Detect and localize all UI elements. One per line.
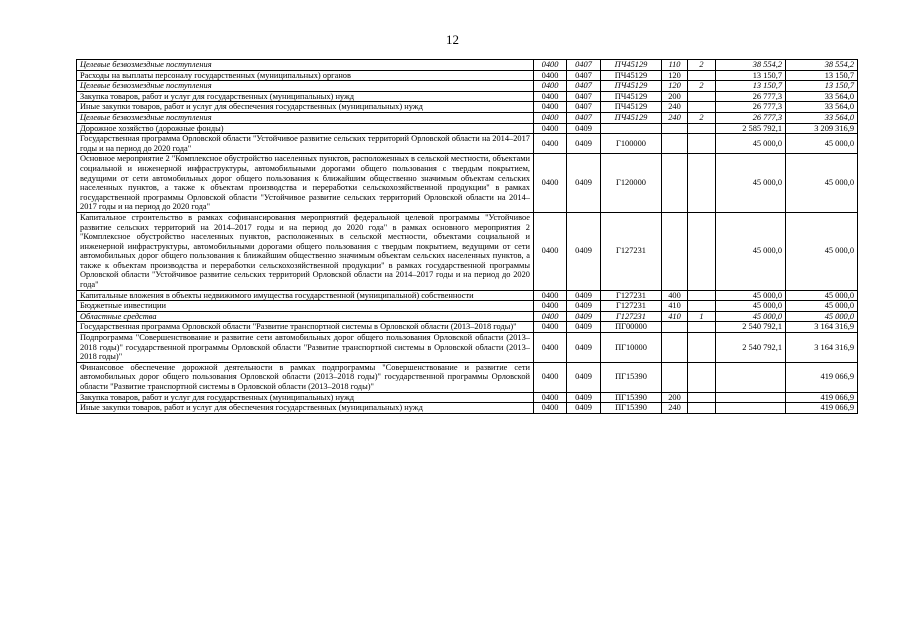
- amount-year-2-cell: 3 164 316,9: [786, 333, 858, 363]
- expense-name-cell: Основное мероприятие 2 "Комплексное обустройство населенных пунктов, расположенных в сельской местности, объектами социальной и инженерной инфраструктуры, автомобильными дорогами общего пользования с твердым покрытием, ведущими от сети автомобильных дорог общего пользования к ближайшим общественно значимым объектам сельских населенных пунктов, а также к объектам производства и переработки сельскохозяйственной продукции" в рамках государственной программы Орловской области "Устойчивое развитие сельских территорий Орловской области на 2014–2017 годы и на период до 2020 года": [77, 154, 534, 213]
- expense-type-cell: 120: [662, 70, 688, 81]
- expense-name-cell: Государственная программа Орловской области "Устойчивое развитие сельских территорий Орловской области на 2014–2017 годы и на период до 2020 года": [77, 134, 534, 154]
- funding-source-cell: [688, 362, 716, 392]
- subsection-code-cell: 0409: [567, 392, 601, 403]
- section-code-cell: 0400: [534, 212, 567, 290]
- subsection-code-cell: 0409: [567, 403, 601, 414]
- amount-year-1-cell: 38 554,2: [716, 60, 786, 71]
- expense-type-cell: 120: [662, 81, 688, 92]
- funding-source-cell: [688, 392, 716, 403]
- expense-type-cell: [662, 322, 688, 333]
- amount-year-2-cell: 419 066,9: [786, 392, 858, 403]
- target-article-cell: ПЧ45129: [601, 60, 662, 71]
- section-code-cell: 0400: [534, 123, 567, 134]
- section-code-cell: 0400: [534, 403, 567, 414]
- amount-year-2-cell: 419 066,9: [786, 403, 858, 414]
- expense-type-cell: 240: [662, 403, 688, 414]
- subsection-code-cell: 0407: [567, 112, 601, 123]
- budget-table: [76, 59, 858, 414]
- expense-name-cell: Государственная программа Орловской области "Развитие транспортной системы в Орловской области (2013–2018 годы)": [77, 322, 534, 333]
- amount-year-2-cell: 45 000,0: [786, 212, 858, 290]
- expense-name-cell: Целевые безвозмездные поступления: [77, 112, 534, 123]
- section-code-cell: 0400: [534, 311, 567, 322]
- amount-year-2-cell: 45 000,0: [786, 290, 858, 301]
- amount-year-1-cell: 2 540 792,1: [716, 333, 786, 363]
- expense-type-cell: [662, 212, 688, 290]
- target-article-cell: ПЧ45129: [601, 102, 662, 113]
- section-code-cell: 0400: [534, 301, 567, 312]
- target-article-cell: ПГ15390: [601, 403, 662, 414]
- table-row: [77, 403, 858, 414]
- table-row: [77, 70, 858, 81]
- subsection-code-cell: 0409: [567, 311, 601, 322]
- funding-source-cell: [688, 123, 716, 134]
- subsection-code-cell: 0409: [567, 333, 601, 363]
- amount-year-2-cell: 45 000,0: [786, 154, 858, 213]
- funding-source-cell: [688, 333, 716, 363]
- table-row: [77, 102, 858, 113]
- funding-source-cell: [688, 290, 716, 301]
- expense-type-cell: 240: [662, 112, 688, 123]
- amount-year-2-cell: 3 209 316,9: [786, 123, 858, 134]
- section-code-cell: 0400: [534, 322, 567, 333]
- target-article-cell: Г100000: [601, 134, 662, 154]
- table-row: [77, 392, 858, 403]
- table-row: [77, 112, 858, 123]
- amount-year-1-cell: 13 150,7: [716, 70, 786, 81]
- target-article-cell: Г127231: [601, 311, 662, 322]
- expense-type-cell: 410: [662, 311, 688, 322]
- subsection-code-cell: 0409: [567, 212, 601, 290]
- amount-year-1-cell: 26 777,3: [716, 102, 786, 113]
- subsection-code-cell: 0407: [567, 91, 601, 102]
- section-code-cell: 0400: [534, 70, 567, 81]
- amount-year-1-cell: 2 540 792,1: [716, 322, 786, 333]
- subsection-code-cell: 0409: [567, 123, 601, 134]
- target-article-cell: ПЧ45129: [601, 112, 662, 123]
- amount-year-2-cell: 45 000,0: [786, 134, 858, 154]
- table-row: [77, 81, 858, 92]
- table-row: [77, 333, 858, 363]
- amount-year-1-cell: 26 777,3: [716, 112, 786, 123]
- expense-type-cell: 410: [662, 301, 688, 312]
- table-row: [77, 134, 858, 154]
- amount-year-2-cell: 38 554,2: [786, 60, 858, 71]
- expense-name-cell: Иные закупки товаров, работ и услуг для обеспечения государственных (муниципальных) нужд: [77, 403, 534, 414]
- section-code-cell: 0400: [534, 81, 567, 92]
- section-code-cell: 0400: [534, 333, 567, 363]
- expense-type-cell: 110: [662, 60, 688, 71]
- amount-year-1-cell: 45 000,0: [716, 290, 786, 301]
- amount-year-2-cell: 419 066,9: [786, 362, 858, 392]
- subsection-code-cell: 0409: [567, 290, 601, 301]
- subsection-code-cell: 0409: [567, 154, 601, 213]
- amount-year-2-cell: 33 564,0: [786, 102, 858, 113]
- expense-type-cell: [662, 362, 688, 392]
- subsection-code-cell: 0409: [567, 322, 601, 333]
- target-article-cell: ПГ10000: [601, 333, 662, 363]
- table-row: [77, 91, 858, 102]
- amount-year-1-cell: 45 000,0: [716, 311, 786, 322]
- expense-name-cell: Расходы на выплаты персоналу государственных (муниципальных) органов: [77, 70, 534, 81]
- table-row: [77, 322, 858, 333]
- target-article-cell: ПЧ45129: [601, 91, 662, 102]
- section-code-cell: 0400: [534, 392, 567, 403]
- amount-year-1-cell: [716, 362, 786, 392]
- section-code-cell: 0400: [534, 154, 567, 213]
- table-row: [77, 60, 858, 71]
- section-code-cell: 0400: [534, 112, 567, 123]
- section-code-cell: 0400: [534, 91, 567, 102]
- target-article-cell: Г127231: [601, 290, 662, 301]
- expense-name-cell: Иные закупки товаров, работ и услуг для обеспечения государственных (муниципальных) нужд: [77, 102, 534, 113]
- section-code-cell: 0400: [534, 102, 567, 113]
- expense-name-cell: Капитальное строительство в рамках софинансирования мероприятий федеральной целевой программы "Устойчивое развитие сельских территорий на 2014–2017 годы и на период до 2020 года" в рамках основного мероприятия 2 "Комплексное обустройство населенных пунктов, расположенных в сельской местности, объектами социальной и инженерной инфраструктуры, автомобильными дорогами общего пользования с твердым покрытием, ведущими от сети автомобильных дорог общего пользования к ближайшим общественно значимым объектам сельских населенных пунктов, а также к объектам производства и переработки сельскохозяйственной продукции" в рамках государственной программы Орловской области "Устойчивое развитие сельских территорий Орловской области на 2014–2017 годы и на период до 2020 года": [77, 212, 534, 290]
- funding-source-cell: [688, 91, 716, 102]
- funding-source-cell: 2: [688, 112, 716, 123]
- expense-type-cell: 240: [662, 102, 688, 113]
- amount-year-2-cell: 45 000,0: [786, 301, 858, 312]
- subsection-code-cell: 0407: [567, 60, 601, 71]
- funding-source-cell: 1: [688, 311, 716, 322]
- subsection-code-cell: 0407: [567, 81, 601, 92]
- amount-year-2-cell: 13 150,7: [786, 70, 858, 81]
- funding-source-cell: 2: [688, 60, 716, 71]
- funding-source-cell: [688, 322, 716, 333]
- expense-name-cell: Закупка товаров, работ и услуг для государственных (муниципальных) нужд: [77, 392, 534, 403]
- target-article-cell: ПГ15390: [601, 362, 662, 392]
- table-row: [77, 311, 858, 322]
- amount-year-1-cell: 45 000,0: [716, 134, 786, 154]
- table-row: [77, 212, 858, 290]
- amount-year-2-cell: 3 164 316,9: [786, 322, 858, 333]
- amount-year-2-cell: 45 000,0: [786, 311, 858, 322]
- table-row: [77, 301, 858, 312]
- amount-year-1-cell: 13 150,7: [716, 81, 786, 92]
- amount-year-1-cell: 2 585 792,1: [716, 123, 786, 134]
- expense-name-cell: Финансовое обеспечение дорожной деятельности в рамках подпрограммы "Совершенствование и развитие сети автомобильных дорог общего пользования Орловской области (2013–2018 годы)" государственной программы Орловской области "Развитие транспортной системы в Орловской области (2013–2018 годы)": [77, 362, 534, 392]
- funding-source-cell: [688, 154, 716, 213]
- funding-source-cell: [688, 102, 716, 113]
- amount-year-1-cell: [716, 392, 786, 403]
- subsection-code-cell: 0409: [567, 134, 601, 154]
- target-article-cell: ПГ00000: [601, 322, 662, 333]
- section-code-cell: 0400: [534, 362, 567, 392]
- amount-year-1-cell: 45 000,0: [716, 212, 786, 290]
- target-article-cell: ПЧ45129: [601, 81, 662, 92]
- funding-source-cell: [688, 301, 716, 312]
- amount-year-1-cell: 45 000,0: [716, 301, 786, 312]
- expense-name-cell: Бюджетные инвестиции: [77, 301, 534, 312]
- section-code-cell: 0400: [534, 134, 567, 154]
- subsection-code-cell: 0409: [567, 362, 601, 392]
- amount-year-2-cell: 13 150,7: [786, 81, 858, 92]
- expense-name-cell: Дорожное хозяйство (дорожные фонды): [77, 123, 534, 134]
- table-row: [77, 154, 858, 213]
- page-number: 12: [446, 32, 459, 47]
- funding-source-cell: [688, 70, 716, 81]
- target-article-cell: Г127231: [601, 301, 662, 312]
- expense-type-cell: [662, 333, 688, 363]
- section-code-cell: 0400: [534, 290, 567, 301]
- subsection-code-cell: 0409: [567, 301, 601, 312]
- expense-type-cell: [662, 134, 688, 154]
- expense-type-cell: 200: [662, 392, 688, 403]
- amount-year-2-cell: 33 564,0: [786, 112, 858, 123]
- expense-type-cell: 200: [662, 91, 688, 102]
- funding-source-cell: [688, 403, 716, 414]
- funding-source-cell: 2: [688, 81, 716, 92]
- funding-source-cell: [688, 134, 716, 154]
- expense-type-cell: 400: [662, 290, 688, 301]
- funding-source-cell: [688, 212, 716, 290]
- expense-type-cell: [662, 123, 688, 134]
- expense-type-cell: [662, 154, 688, 213]
- target-article-cell: Г120000: [601, 154, 662, 213]
- subsection-code-cell: 0407: [567, 70, 601, 81]
- amount-year-2-cell: 33 564,0: [786, 91, 858, 102]
- table-row: [77, 362, 858, 392]
- table-row: [77, 290, 858, 301]
- section-code-cell: 0400: [534, 60, 567, 71]
- amount-year-1-cell: [716, 403, 786, 414]
- expense-name-cell: Капитальные вложения в объекты недвижимого имущества государственной (муниципальной) собственности: [77, 290, 534, 301]
- expense-name-cell: Закупка товаров, работ и услуг для государственных (муниципальных) нужд: [77, 91, 534, 102]
- target-article-cell: ПЧ45129: [601, 70, 662, 81]
- subsection-code-cell: 0407: [567, 102, 601, 113]
- target-article-cell: Г127231: [601, 212, 662, 290]
- amount-year-1-cell: 26 777,3: [716, 91, 786, 102]
- expense-name-cell: Целевые безвозмездные поступления: [77, 81, 534, 92]
- table-row: [77, 123, 858, 134]
- expense-name-cell: Целевые безвозмездные поступления: [77, 60, 534, 71]
- expense-name-cell: Областные средства: [77, 311, 534, 322]
- target-article-cell: [601, 123, 662, 134]
- target-article-cell: ПГ15390: [601, 392, 662, 403]
- amount-year-1-cell: 45 000,0: [716, 154, 786, 213]
- expense-name-cell: Подпрограмма "Совершенствование и развитие сети автомобильных дорог общего пользования Орловской области (2013–2018 годы)" государственной программы Орловской области "Развитие транспортной системы в Орловской области (2013–2018 годы)": [77, 333, 534, 363]
